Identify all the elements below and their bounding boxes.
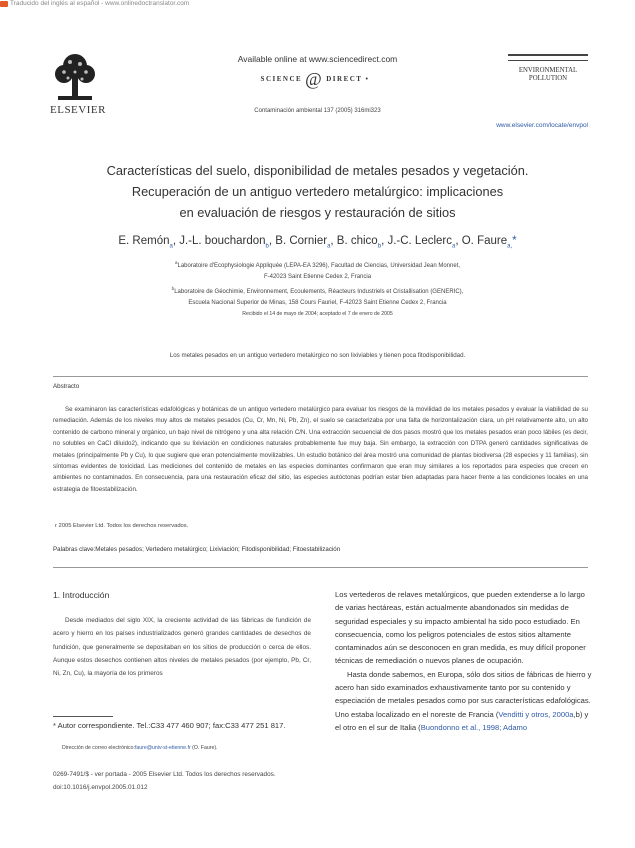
title-line: Recuperación de un antiguo vertedero metalúrgico: implicaciones bbox=[131, 184, 504, 199]
author-affiliation-mark[interactable]: a bbox=[327, 243, 331, 250]
translator-icon bbox=[0, 1, 8, 7]
affiliation-mark: a bbox=[174, 260, 178, 265]
intro-right-paragraph: Los vertederos de relaves metalúrgicos, que pueden extenderse a lo largo de varias hectáreas, están actualmente abandonados sin medidas de seguridad especiales y su impacto ambiental ha sido poco estudiado. En consecuencia, como los peligros potenciales de estos sitios altamente contaminados aún se desconocen en gran medida, es muy difícil proponer técnicas de remediación o nuevos planes de ocupación. bbox=[335, 590, 586, 666]
issn-line: 0269-7491/$ - ver portada - 2005 Elsevier Ltd. Todos los derechos reservados. bbox=[53, 771, 276, 778]
copyright-line: r 2005 Elsevier Ltd. Todos los derechos reservados. bbox=[55, 523, 189, 529]
title-line: Características del suelo, disponibilidad de metales pesados y vegetación. bbox=[106, 163, 529, 178]
sd-right: DIRECT bbox=[326, 75, 363, 83]
affiliation-line: Escuela Nacional Superior de Minas, 158 Cours Fauriel, F-42023 Saint Etienne Cedex 2, Francia bbox=[188, 300, 447, 306]
sd-left: SCIENCE bbox=[260, 75, 303, 83]
email-suffix: (O. Faure). bbox=[190, 745, 218, 751]
author-affiliation-mark[interactable]: a bbox=[169, 243, 173, 250]
affiliation-line: Laboratoire de Géochimie, Environnement, Ecoulements, Réacteurs Industriels et Cristallisation (GENERIC), bbox=[174, 289, 464, 295]
intro-left-paragraph: Desde mediados del siglo XIX, la creciente actividad de las fábricas de fundición de acero y hierro en los países industrializados generó grandes cantidades de desechos de fundición, que generalmente se depositaban en los sitios de producción o cerca de ellos. Aunque estos desechos contienen altos niveles de metales pesados (por ejemplo, Pb, Cr, Ni, Zn, Cu), la mayoría de los primeros bbox=[53, 617, 311, 678]
author-name: B. chico bbox=[336, 235, 378, 247]
author-name: O. Faure bbox=[461, 235, 508, 247]
author-name: B. Cornier bbox=[275, 235, 328, 247]
sd-mark: • bbox=[365, 75, 370, 83]
journal-masthead bbox=[508, 54, 588, 83]
intro-right-paragraph-2 bbox=[335, 668, 592, 734]
citation-link[interactable]: Venditti y otros, 2000a bbox=[498, 709, 574, 719]
paragraph-text: ,b) y el otro en el sur de Italia ( bbox=[335, 709, 589, 732]
title-line: en evaluación de riesgos y restauración de sitios bbox=[179, 205, 456, 220]
right-column bbox=[335, 588, 592, 734]
translation-banner[interactable] bbox=[0, 0, 189, 7]
author-affiliation-mark[interactable]: a, bbox=[507, 243, 513, 250]
paragraph-text: Hasta donde sabemos, en Europa, sólo dos sitios de fábricas de hierro y acero han sido examinados exhaustivamente tanto por su contenido y especiación de metales pesados como por sus características edafológicas. Uno estaba localizado en el noreste de Francia ( bbox=[335, 669, 592, 719]
masthead-rule-thin bbox=[508, 60, 588, 61]
translation-banner-text: Traducido del inglés al español - www.onlinedoctranslator.com bbox=[10, 0, 190, 7]
publisher-name: ELSEVIER bbox=[50, 104, 106, 116]
affiliation-mark: b bbox=[171, 286, 175, 291]
available-online-text: Available online at www.sciencedirect.com bbox=[237, 54, 398, 64]
author-affiliation-mark[interactable]: b bbox=[377, 243, 382, 250]
journal-name-line1: ENVIRONMENTAL bbox=[518, 67, 578, 74]
email-footnote bbox=[62, 745, 312, 751]
footnote-rule bbox=[53, 716, 113, 717]
author-list: E. Remón$_a$, J.-L. bouchardon$_b$, B. Cornier$_a$, B. chico$_b$, J.-C. Leclerc$_a$, O. Faure$_{a,}$* bbox=[118, 235, 517, 250]
corresponding-author-link[interactable]: * bbox=[512, 235, 517, 247]
masthead-rule bbox=[508, 54, 588, 56]
abstract-heading: Abstracto bbox=[53, 383, 80, 390]
received-dates: Recibido el 14 de mayo de 2004; aceptado el 7 de enero de 2005 bbox=[242, 311, 393, 317]
sciencedirect-logo bbox=[250, 68, 380, 90]
sd-at-icon: @ bbox=[305, 69, 324, 89]
affiliation-line: Laboratoire d'Ecophysiologie Appliquée (LEPA-EA 3296), Facultad de Ciencias, Universidad Jean Monnet, bbox=[177, 263, 461, 269]
article-highlight: Los metales pesados en un antiguo vertedero metalúrgico no son lixiviables y tienen poca fitodisponibilidad. bbox=[169, 352, 466, 359]
author-name: J.-C. Leclerc bbox=[387, 235, 452, 247]
article-title bbox=[40, 160, 595, 223]
corresponding-footnote: * Autor correspondiente. Tel.:C33 477 460 907; fax:C33 477 251 817. bbox=[53, 721, 286, 730]
journal-name-line2: POLLUTION bbox=[528, 75, 568, 82]
author-affiliation-mark[interactable]: a bbox=[452, 243, 456, 250]
section-heading: 1. Introducción bbox=[53, 590, 110, 600]
journal-reference: Contaminación ambiental 137 (2005) 316mi323 bbox=[254, 108, 381, 114]
author-affiliation-mark[interactable]: b bbox=[265, 243, 269, 250]
affiliations bbox=[40, 257, 595, 309]
email-label: Dirección de correo electrónico: bbox=[62, 745, 135, 751]
journal-url-link[interactable]: www.elsevier.com/locate/envpol bbox=[496, 122, 588, 129]
citation-link[interactable]: Buondonno et al., 1998; Adamo bbox=[420, 722, 528, 732]
abstract-bottom-rule bbox=[53, 567, 588, 568]
author-name: E. Remón bbox=[118, 235, 170, 247]
affiliation-line: F-42023 Saint Etienne Cedex 2, Francia bbox=[263, 274, 372, 280]
email-link[interactable]: faure@univ-st-etienne.fr bbox=[134, 745, 191, 751]
issn-block bbox=[53, 768, 323, 794]
keywords: Palabras clave:Metales pesados; Vertedero metalúrgico; Lixiviación; Fitodisponibilidad; Fitoestabilización bbox=[53, 546, 341, 553]
author-name: J.-L. bouchardon bbox=[179, 235, 266, 247]
doi-line: doi:10.1016/j.envpol.2005.01.012 bbox=[53, 784, 148, 791]
abstract-text: Se examinaron las características edafológicas y botánicas de un antiguo vertedero metalúrgico para evaluar los riesgos de la movilidad de los metales pesados y evaluar la viabilidad de su remediación. Además de los niveles muy altos de metales pesados (Cu, Cr, Mn, Ni, Pb, Zn), el suelo se caracterizaba por una falta de horizontalización clara, un pH relativamente alto, un alto contenido de carbono mineral y orgánico, un bajo nivel de nitrógeno y una alta relación C/N. Una extracción secuencial de dos pasos mostró que los metales pesados eran poco lábiles (es decir, no solubles en CaCl diluido2), indicando que su lixiviación en condiciones naturales probablemente fue muy baja. Sin embargo, la extracción con DTPA generó cantidades significativas de metales (principalmente Pb y Cu), lo que sugiere que eran potencialmente movilizables. Un estudio botánico del área mostró una comunidad de plantas biodiversa (28 especies y 11 familias), sin síntomas evidentes de toxicidad. Las mediciones del contenido de metales en las especies dominantes confirmaron que eran muy similares a los reportados para especies que crecen en ambientes no contaminados. En consecuencia, para una restauración eficaz del sitio, las especies autóctonas podrían estar bien adaptadas para hacer frente a las condiciones locales en una estrategia de fitoestabilización. bbox=[53, 406, 588, 493]
abstract-top-rule bbox=[53, 376, 588, 377]
